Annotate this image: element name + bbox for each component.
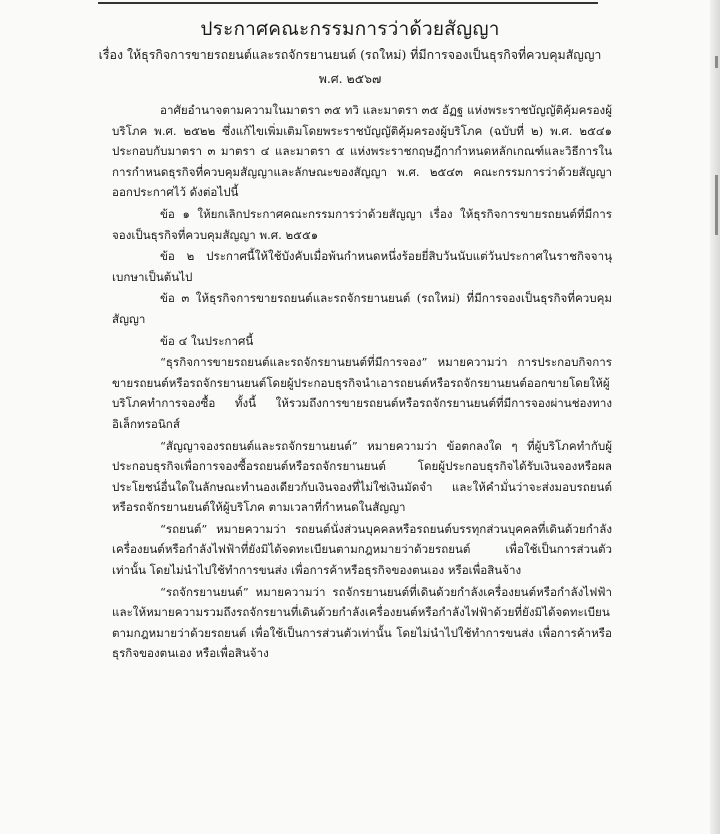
clause-1: ข้อ ๑ ให้ยกเลิกประกาศคณะกรรมการว่าด้วยสัญญา เรื่อง ให้ธุรกิจการขายรถยนต์ที่มีการจองเป็นธุรกิจที่ควบคุมสัญญา พ.ศ. ๒๕๕๑ [112,206,612,242]
clause-2: ข้อ ๒ ประกาศนี้ให้ใช้บังคับเมื่อพ้นกำหนดหนึ่งร้อยยี่สิบวันนับแต่วันประกาศในราชกิจจานุเบกษาเป็นต้นไป [112,249,612,284]
preamble-paragraph: อาศัยอำนาจตามความในมาตรา ๓๕ ทวิ และมาตรา ๓๕ อัฏฐ แห่งพระราชบัญญัติคุ้มครองผู้บริโภค พ.ศ. ๒๕๒๒ ซึ่งแก้ไขเพิ่มเติมโดยพระราชบัญญัติคุ้มครองผู้บริโภค (ฉบับที่ ๒) พ.ศ. ๒๕๔๑ ประกอบกับมาตรา ๓ มาตรา ๔ และมาตรา ๕ แห่งพระราชกฤษฎีกากำหนดหลักเกณฑ์และวิธีการในการกำหนดธุรกิจที่ควบคุมสัญญาและลักษณะของสัญญา พ.ศ. ๒๕๔๓ คณะกรรมการว่าด้วยสัญญา ออกประกาศไว้ ดังต่อไปนี้ [112,103,612,200]
definition-booking-contract: “สัญญาจองรถยนต์และรถจักรยานยนต์” หมายความว่า ข้อตกลงใด ๆ ที่ผู้บริโภคทำกับผู้ประกอบธุรกิจเพื่อการจองซื้อรถยนต์หรือรถจักรยานยนต์ โดยผู้ประกอบธุรกิจได้รับเงินจองหรือผลประโยชน์อื่นใดในลักษณะทำนองเดียวกับเงินจองที่ไม่ใช่เงินมัดจำ และให้คำมั่นว่าจะส่งมอบรถยนต์หรือรถจักรยานยนต์ให้ผู้บริโภค ตามเวลาที่กำหนดในสัญญา [112,438,612,515]
clause-3: ข้อ ๓ ให้ธุรกิจการขายรถยนต์และรถจักรยานยนต์ (รถใหม่) ที่มีการจองเป็นธุรกิจที่ควบคุมสัญญา [112,291,612,326]
document-subject: เรื่อง ให้ธุรกิจการขายรถยนต์และรถจักรยานยนต์ (รถใหม่) ที่มีการจองเป็นธุรกิจที่ควบคุมสัญญา [98,47,602,62]
document-body [112,100,612,665]
definition-business: “ธุรกิจการขายรถยนต์และรถจักรยานยนต์ที่มีการจอง” หมายความว่า การประกอบกิจการขายรถยนต์หรือรถจักรยานยนต์โดยผู้ประกอบธุรกิจนำเอารถยนต์หรือรถจักรยานยนต์ออกขายโดยให้ผู้บริโภคทำการจองซื้อ ทั้งนี้ ให้รวมถึงการขายรถยนต์หรือรถจักรยานยนต์ที่มีการจองผ่านช่องทางอิเล็กทรอนิกส์ [112,355,612,431]
clause-4: ข้อ ๔ ในประกาศนี้ [160,333,254,348]
page-edge-shadow [710,0,720,834]
definition-motorcycle: “รถจักรยานยนต์” หมายความว่า รถจักรยานยนต์ที่เดินด้วยกำลังเครื่องยนต์หรือกำลังไฟฟ้าและให้หมายความรวมถึงรถจักรยานที่เดินด้วยกำลังเครื่องยนต์หรือกำลังไฟฟ้าด้วยที่ยังมิได้จดทะเบียนตามกฎหมายว่าด้วยรถยนต์ เพื่อใช้เป็นการส่วนตัวเท่านั้น โดยไม่นำไปใช้ทำการขนส่ง เพื่อการค้าหรือธุรกิจของตนเอง หรือเพื่อสินจ้าง [112,584,612,661]
document-title: ประกาศคณะกรรมการว่าด้วยสัญญา [200,18,500,40]
top-border-line [98,2,598,4]
edge-mark [715,56,718,68]
document-year: พ.ศ. ๒๕๖๗ [318,71,382,86]
edge-mark [715,175,718,235]
definition-car: “รถยนต์” หมายความว่า รถยนต์นั่งส่วนบุคคลหรือรถยนต์บรรทุกส่วนบุคคลที่เดินด้วยกำลังเครื่องยนต์หรือกำลังไฟฟ้าที่ยังมิได้จดทะเบียนตามกฎหมายว่าด้วยรถยนต์ เพื่อใช้เป็นการส่วนตัวเท่านั้น โดยไม่นำไปใช้ทำการขนส่ง เพื่อการค้าหรือธุรกิจของตนเอง หรือเพื่อสินจ้าง [112,521,612,578]
